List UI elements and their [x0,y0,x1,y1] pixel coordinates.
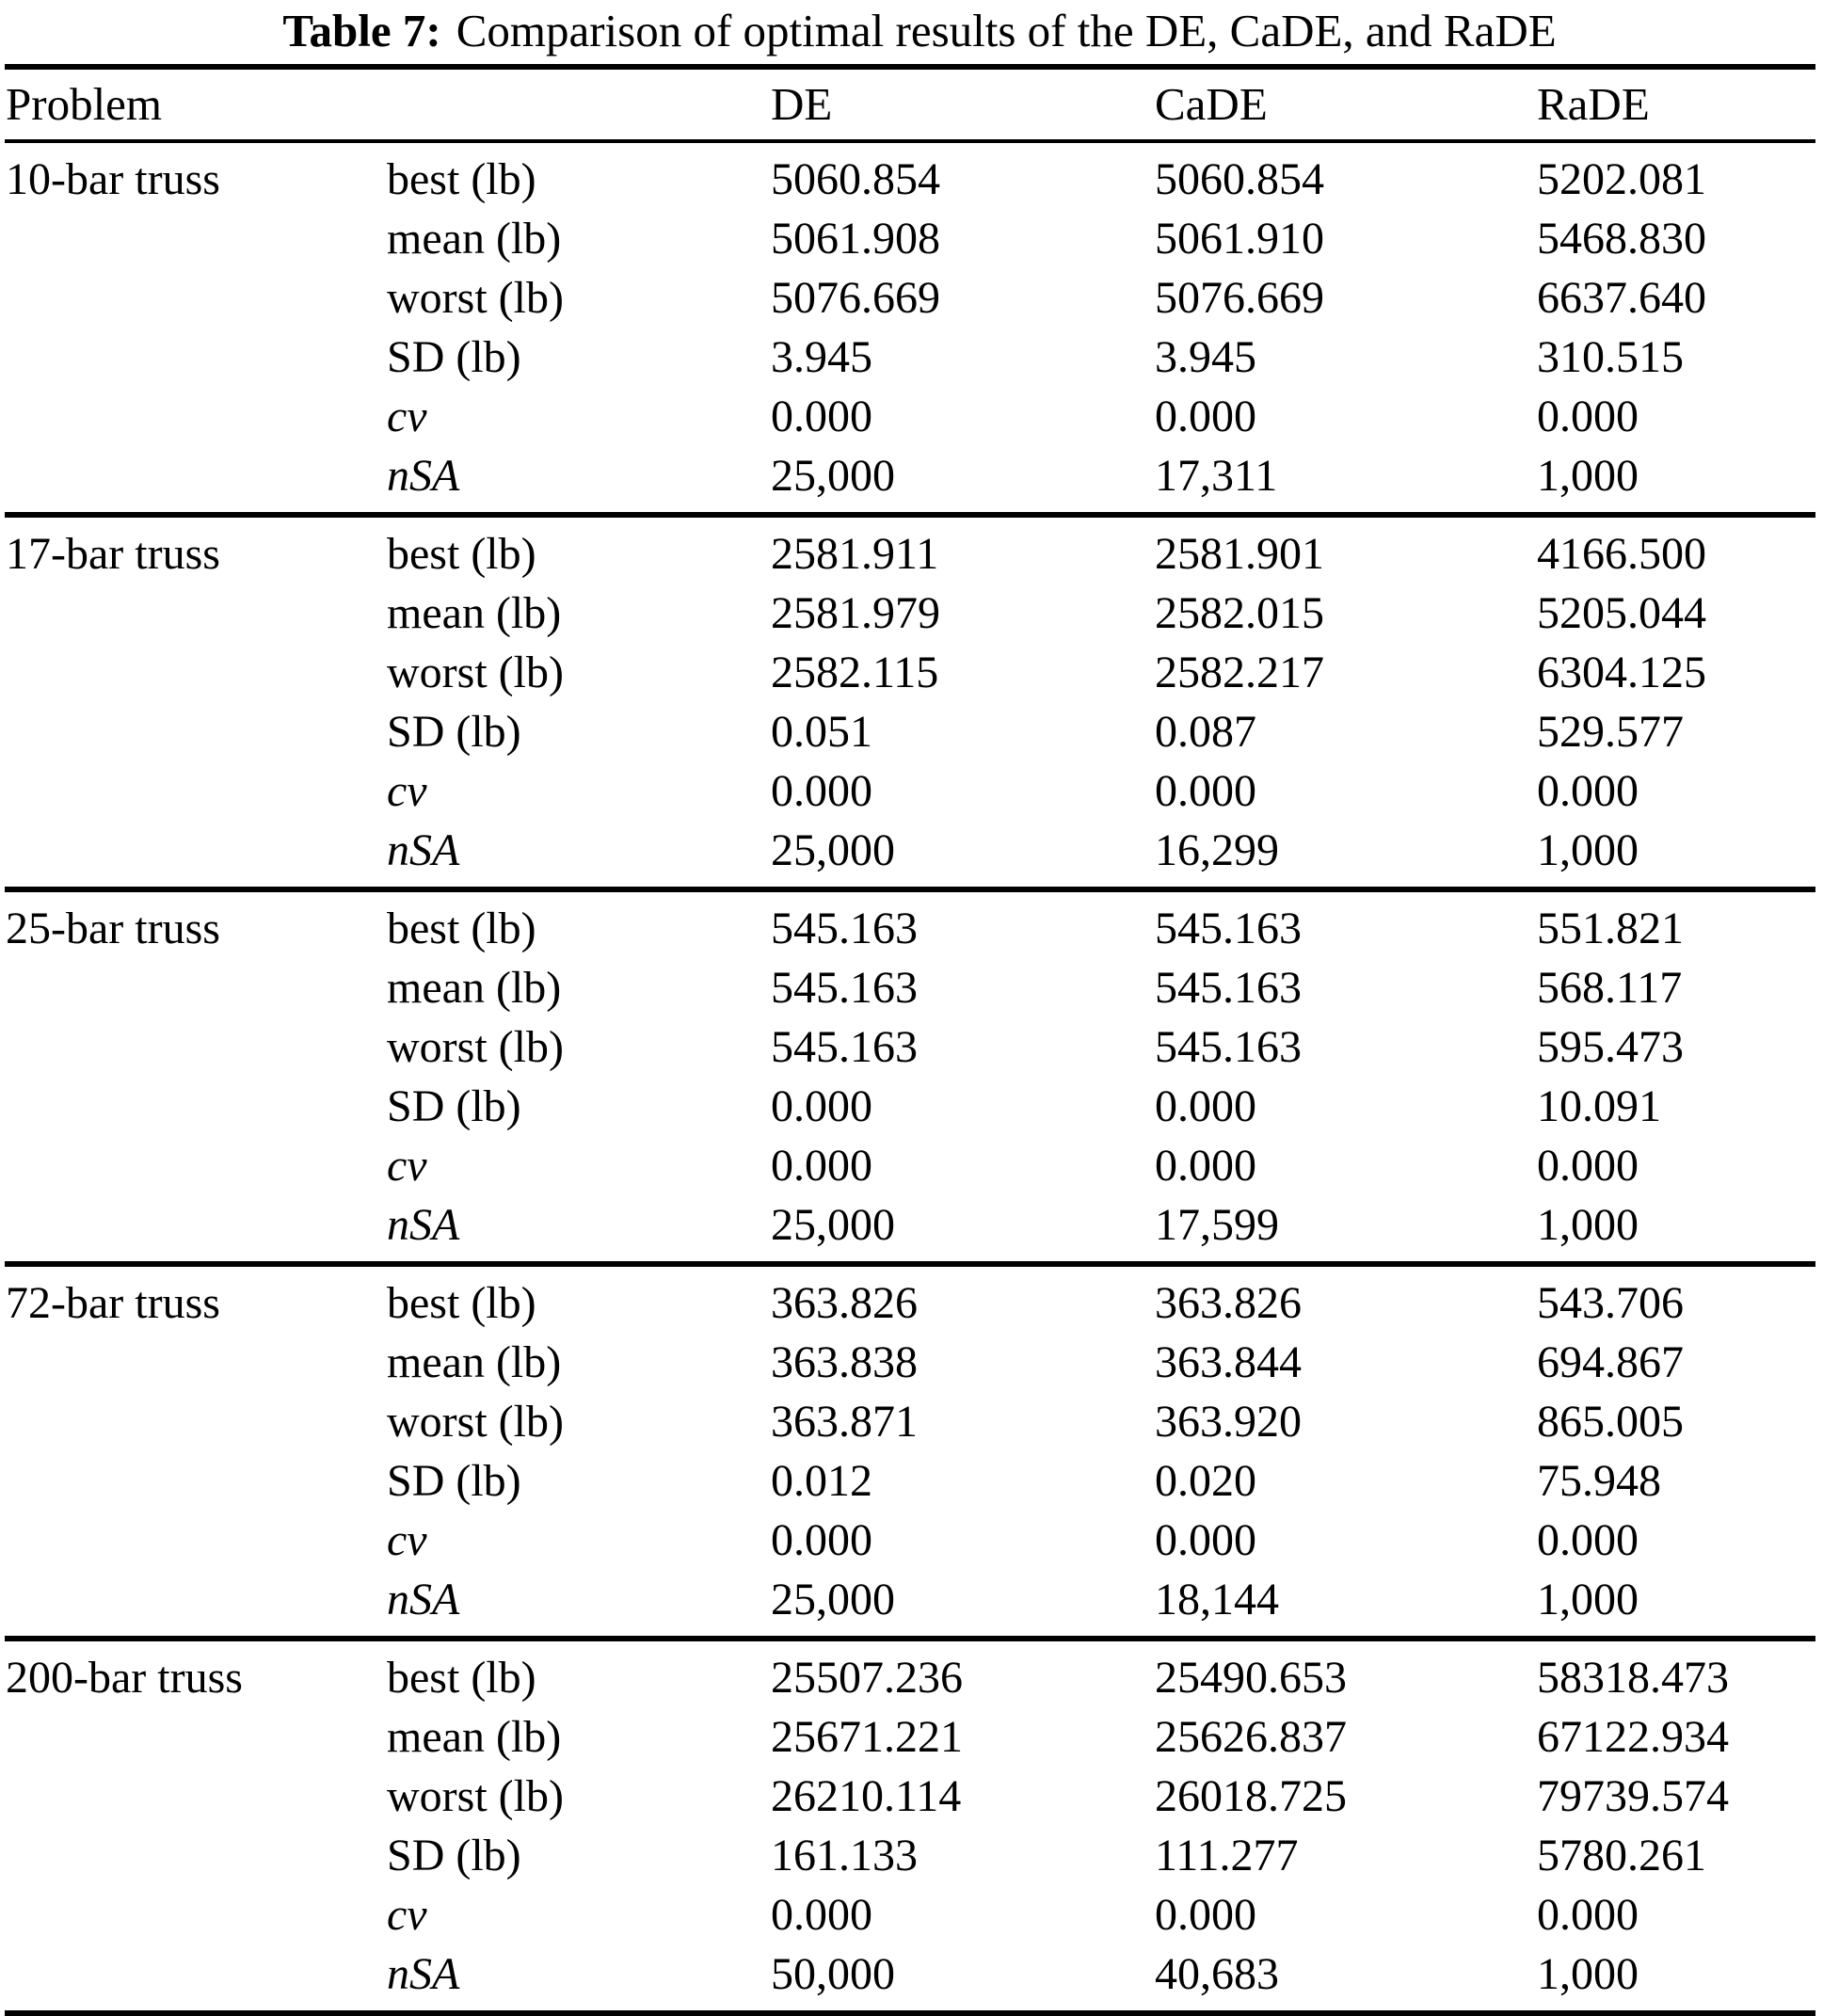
table-row [0,1017,1839,1077]
metric-cell: best (lb) [387,529,536,579]
table-row [0,1195,1839,1255]
metric-cell: worst (lb) [387,1771,564,1821]
value-cell-de: 25,000 [771,451,895,501]
value-cell-de: 25,000 [771,1575,895,1624]
value-cell-de: 363.871 [771,1397,918,1447]
problem-group [0,1641,1839,2010]
value-cell-cade: 18,144 [1155,1575,1279,1624]
problem-cell [6,1826,387,1885]
table-row [0,1826,1839,1885]
metric-cell: mean (lb) [387,1712,562,1762]
value-cell-cade: 3.945 [1155,332,1256,382]
table-caption [0,4,1839,58]
problem-cell: 200-bar truss [6,1653,243,1703]
value-cell-cade: 2581.901 [1155,529,1324,579]
value-cell-de: 25,000 [771,1200,895,1250]
table-row [0,1392,1839,1451]
value-cell-rade: 529.577 [1537,707,1684,757]
problem-cell [6,1195,387,1255]
value-cell-de: 0.000 [771,1515,872,1565]
problem-cell [6,1451,387,1511]
value-cell-de: 25507.236 [771,1653,963,1703]
value-cell-de: 363.838 [771,1337,918,1387]
table-row [0,1767,1839,1826]
problem-cell: 25-bar truss [6,904,220,953]
table-row [0,761,1839,821]
table-row [0,524,1839,584]
value-cell-cade: 5076.669 [1155,273,1324,323]
value-cell-cade: 2582.217 [1155,648,1324,697]
value-cell-rade: 1,000 [1537,1575,1639,1624]
problem-cell [6,1511,387,1570]
problem-cell [6,1077,387,1136]
value-cell-cade: 25626.837 [1155,1712,1347,1762]
value-cell-cade: 0.087 [1155,707,1256,757]
value-cell-cade: 363.844 [1155,1337,1302,1387]
metric-cell: best (lb) [387,1278,536,1328]
value-cell-rade: 1,000 [1537,451,1639,501]
value-cell-rade: 1,000 [1537,825,1639,875]
value-cell-rade: 0.000 [1537,1515,1639,1565]
value-cell-rade: 1,000 [1537,1200,1639,1250]
value-cell-de: 25,000 [771,825,895,875]
table-row [0,1707,1839,1767]
value-cell-rade: 5780.261 [1537,1831,1706,1880]
value-cell-rade: 568.117 [1537,963,1683,1013]
problem-cell: 72-bar truss [6,1278,220,1328]
problem-cell: 10-bar truss [6,154,220,204]
column-header-metric [387,70,771,139]
value-cell-de: 2581.911 [771,529,939,579]
value-cell-de: 26210.114 [771,1771,962,1821]
value-cell-cade: 0.000 [1155,1515,1256,1565]
problem-cell [6,1333,387,1392]
problem-cell: 17-bar truss [6,529,220,579]
value-cell-cade: 0.000 [1155,766,1256,816]
table-header-row [0,70,1839,139]
metric-cell: cv [387,1141,427,1191]
value-cell-rade: 543.706 [1537,1278,1684,1328]
table-row [0,1451,1839,1511]
table-row [0,387,1839,446]
table-row [0,446,1839,505]
problem-cell [6,209,387,268]
value-cell-de: 0.000 [771,1081,872,1131]
metric-cell: best (lb) [387,904,536,953]
metric-cell: nSA [387,451,460,501]
problem-cell [6,1944,387,2004]
metric-cell: nSA [387,1575,460,1624]
problem-cell [6,387,387,446]
rule-bottom [5,2010,1815,2016]
value-cell-cade: 2582.015 [1155,588,1324,638]
value-cell-cade: 17,311 [1155,451,1278,501]
table-row [0,1136,1839,1195]
problem-cell [6,446,387,505]
value-cell-rade: 6637.640 [1537,273,1706,323]
value-cell-de: 0.000 [771,766,872,816]
value-cell-cade: 25490.653 [1155,1653,1347,1703]
value-cell-rade: 5468.830 [1537,214,1706,264]
value-cell-de: 545.163 [771,904,918,953]
metric-cell: cv [387,766,427,816]
metric-cell: SD (lb) [387,1831,521,1880]
table-row [0,1333,1839,1392]
table-row [0,209,1839,268]
problem-cell [6,1392,387,1451]
metric-cell: worst (lb) [387,1022,564,1072]
value-cell-de: 50,000 [771,1949,895,1999]
value-cell-de: 0.051 [771,707,872,757]
value-cell-rade: 0.000 [1537,1141,1639,1191]
metric-cell: cv [387,1515,427,1565]
value-cell-cade: 0.000 [1155,392,1256,441]
value-cell-rade: 0.000 [1537,1890,1639,1940]
value-cell-cade: 111.277 [1155,1831,1299,1880]
table-body [0,143,1839,2016]
metric-cell: cv [387,392,427,441]
value-cell-rade: 4166.500 [1537,529,1706,579]
value-cell-cade: 363.826 [1155,1278,1302,1328]
table-row [0,702,1839,761]
value-cell-rade: 5202.081 [1537,154,1706,204]
metric-cell: SD (lb) [387,332,521,382]
table-row [0,1511,1839,1570]
metric-cell: worst (lb) [387,648,564,697]
value-cell-de: 2582.115 [771,648,939,697]
problem-cell [6,958,387,1017]
table-row [0,1077,1839,1136]
value-cell-rade: 58318.473 [1537,1653,1729,1703]
table-caption-text: Comparison of optimal results of the DE, CaDE, and RaDE [456,5,1557,56]
metric-cell: SD (lb) [387,1081,521,1131]
value-cell-de: 5076.669 [771,273,940,323]
metric-cell: nSA [387,1949,460,1999]
value-cell-rade: 0.000 [1537,392,1639,441]
value-cell-cade: 545.163 [1155,904,1302,953]
problem-cell [6,328,387,387]
problem-cell [6,643,387,702]
value-cell-de: 5060.854 [771,154,940,204]
table-row [0,328,1839,387]
value-cell-rade: 5205.044 [1537,588,1706,638]
value-cell-de: 5061.908 [771,214,940,264]
table-row [0,1570,1839,1629]
metric-cell: mean (lb) [387,588,562,638]
value-cell-rade: 310.515 [1537,332,1684,382]
problem-cell [6,584,387,643]
table-row [0,584,1839,643]
value-cell-cade: 0.020 [1155,1456,1256,1506]
value-cell-rade: 79739.574 [1537,1771,1729,1821]
problem-cell [6,821,387,880]
table-row [0,821,1839,880]
problem-cell [6,761,387,821]
problem-group [0,143,1839,512]
value-cell-rade: 10.091 [1537,1081,1661,1131]
metric-cell: best (lb) [387,1653,536,1703]
metric-cell: mean (lb) [387,214,562,264]
problem-cell [6,1570,387,1629]
table-row [0,268,1839,328]
value-cell-de: 2581.979 [771,588,940,638]
metric-cell: SD (lb) [387,707,521,757]
value-cell-de: 363.826 [771,1278,918,1328]
value-cell-cade: 5061.910 [1155,214,1324,264]
table-row [0,1273,1839,1333]
value-cell-cade: 0.000 [1155,1081,1256,1131]
metric-cell: mean (lb) [387,1337,562,1387]
value-cell-cade: 545.163 [1155,1022,1302,1072]
value-cell-rade: 6304.125 [1537,648,1706,697]
value-cell-cade: 0.000 [1155,1141,1256,1191]
value-cell-cade: 0.000 [1155,1890,1256,1940]
value-cell-rade: 0.000 [1537,766,1639,816]
problem-group [0,518,1839,887]
problem-group [0,1267,1839,1636]
problem-cell [6,702,387,761]
value-cell-rade: 865.005 [1537,1397,1684,1447]
column-header-de: DE [771,78,833,130]
value-cell-de: 0.012 [771,1456,872,1506]
metric-cell: mean (lb) [387,963,562,1013]
value-cell-rade: 75.948 [1537,1456,1661,1506]
problem-group [0,892,1839,1261]
problem-cell [6,1136,387,1195]
metric-cell: SD (lb) [387,1456,521,1506]
value-cell-de: 25671.221 [771,1712,963,1762]
table-row [0,958,1839,1017]
value-cell-de: 0.000 [771,1890,872,1940]
value-cell-rade: 67122.934 [1537,1712,1729,1762]
value-cell-rade: 595.473 [1537,1022,1684,1072]
value-cell-de: 3.945 [771,332,872,382]
table-row [0,1648,1839,1707]
table-row [0,899,1839,958]
metric-cell: nSA [387,1200,460,1250]
column-header-rade: RaDE [1537,78,1650,130]
value-cell-de: 0.000 [771,392,872,441]
value-cell-cade: 545.163 [1155,963,1302,1013]
metric-cell: worst (lb) [387,273,564,323]
metric-cell: cv [387,1890,427,1940]
problem-cell [6,1017,387,1077]
metric-cell: worst (lb) [387,1397,564,1447]
column-header-cade: CaDE [1155,78,1268,130]
metric-cell: nSA [387,825,460,875]
table-row [0,643,1839,702]
table-row [0,150,1839,209]
table-row [0,1944,1839,2004]
value-cell-de: 0.000 [771,1141,872,1191]
problem-cell [6,268,387,328]
value-cell-cade: 17,599 [1155,1200,1279,1250]
value-cell-de: 545.163 [771,1022,918,1072]
table-caption-number: Table 7: [282,5,441,56]
value-cell-de: 161.133 [771,1831,918,1880]
problem-cell [6,1767,387,1826]
value-cell-cade: 26018.725 [1155,1771,1347,1821]
value-cell-cade: 363.920 [1155,1397,1302,1447]
value-cell-cade: 40,683 [1155,1949,1279,1999]
value-cell-rade: 694.867 [1537,1337,1684,1387]
problem-cell [6,1707,387,1767]
value-cell-rade: 551.821 [1537,904,1684,953]
metric-cell: best (lb) [387,154,536,204]
value-cell-cade: 5060.854 [1155,154,1324,204]
value-cell-de: 545.163 [771,963,918,1013]
value-cell-cade: 16,299 [1155,825,1279,875]
problem-cell [6,1885,387,1944]
table-row [0,1885,1839,1944]
value-cell-rade: 1,000 [1537,1949,1639,1999]
column-header-problem: Problem [6,78,163,130]
